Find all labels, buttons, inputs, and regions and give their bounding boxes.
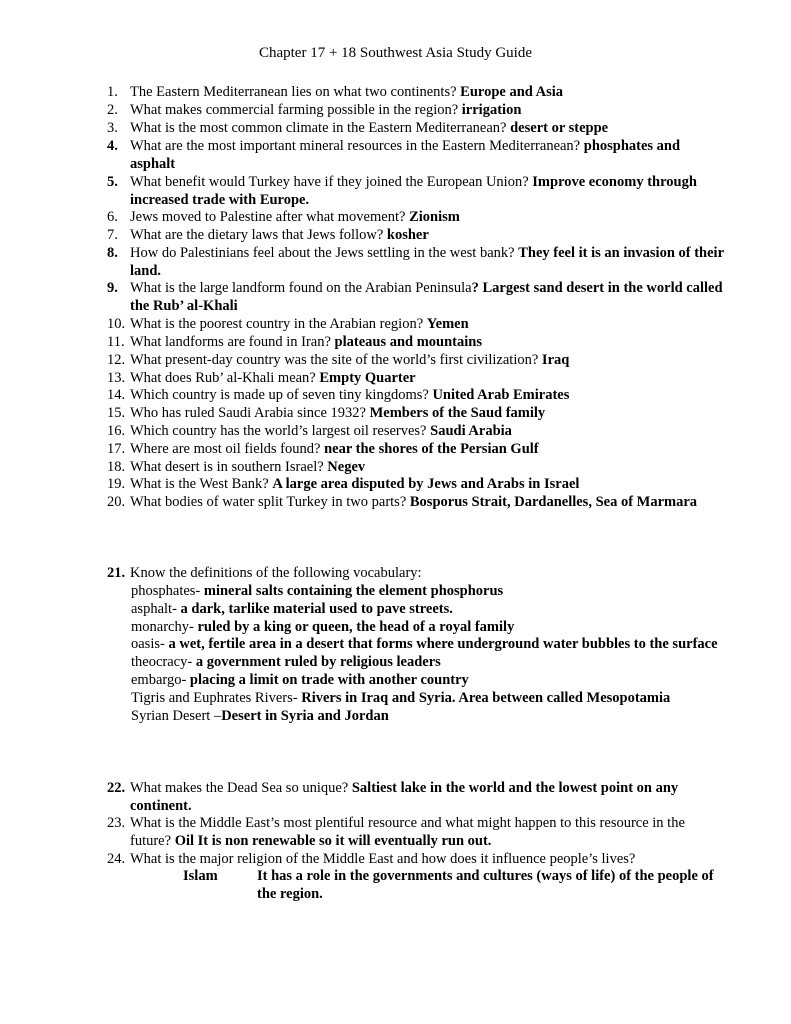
question-text: Know the definitions of the following vocabulary: xyxy=(130,565,422,581)
question-item xyxy=(107,370,727,388)
question-text: What does Rub’ al-Khali mean? xyxy=(130,370,320,386)
vocab-term: phosphates- xyxy=(131,583,204,599)
question-item xyxy=(107,334,727,352)
question-item xyxy=(107,423,727,441)
question-text-block xyxy=(130,815,727,851)
question-number: 12. xyxy=(107,352,126,368)
question-item xyxy=(107,387,727,405)
question-number: 6. xyxy=(107,209,118,225)
question-text: What is the Middle East’s most plentiful resource and what might happen to this resource in the future? xyxy=(130,815,685,849)
question-number: 8. xyxy=(107,245,118,261)
question-item xyxy=(107,102,727,120)
vocab-term: monarchy- xyxy=(131,618,198,635)
question-item xyxy=(107,174,727,210)
question-text: What makes the Dead Sea so unique? xyxy=(130,780,352,796)
question-text-block xyxy=(130,851,727,869)
question-item xyxy=(107,565,727,583)
vocab-term: oasis- xyxy=(131,636,169,653)
question-number: 11. xyxy=(107,334,125,350)
vocabulary-list xyxy=(131,583,731,725)
question-number: 15. xyxy=(107,405,126,421)
question-text-block xyxy=(130,387,727,405)
question-text: What present-day country was the site of the world’s first civilization? xyxy=(130,352,542,368)
question-item xyxy=(107,815,727,851)
question-text-block xyxy=(130,441,727,459)
question-text: Which country has the world’s largest oil reserves? xyxy=(130,423,431,439)
question-item xyxy=(107,138,727,174)
vocab-definition: placing a limit on trade with another country xyxy=(189,671,469,688)
answer-text: Yemen xyxy=(426,316,469,332)
question-text-block xyxy=(130,280,727,316)
answer-text: They feel it is an invasion of their land. xyxy=(130,245,724,279)
answer-24-word: Islam xyxy=(183,868,218,884)
question-item xyxy=(107,405,727,423)
question-text-block xyxy=(130,316,727,334)
answer-text: irrigation xyxy=(461,102,522,118)
question-item xyxy=(107,494,727,512)
question-number: 21. xyxy=(107,565,126,581)
answer-text: kosher xyxy=(386,227,429,243)
question-text-block xyxy=(130,227,727,245)
vocab-item xyxy=(131,583,731,601)
question-text: What are the dietary laws that Jews follow? xyxy=(130,227,387,243)
vocab-item xyxy=(131,708,731,726)
vocab-term: theocracy- xyxy=(131,654,196,671)
question-text-block xyxy=(130,565,727,583)
question-number: 17. xyxy=(107,441,126,457)
question-text: Which country is made up of seven tiny kingdoms? xyxy=(130,387,433,403)
vocab-definition: a government ruled by religious leaders xyxy=(195,654,441,671)
answer-text: plateaus and mountains xyxy=(334,334,482,350)
answer-24-explanation: It has a role in the governments and cultures (ways of life) of the people of the region. xyxy=(257,868,714,902)
answer-text: desert or steppe xyxy=(510,120,609,136)
question-number: 9. xyxy=(107,280,118,296)
question-number: 20. xyxy=(107,494,126,510)
question-item xyxy=(107,780,727,816)
question-text-block xyxy=(130,120,727,138)
answer-text: United Arab Emirates xyxy=(432,387,570,403)
vocab-definition: mineral salts containing the element phosphorus xyxy=(203,583,504,599)
question-item xyxy=(107,227,727,245)
question-item xyxy=(107,84,727,102)
question-item xyxy=(107,851,727,869)
question-text-block xyxy=(130,102,727,120)
answer-text: near the shores of the Persian Gulf xyxy=(324,441,539,457)
vocab-definition: a wet, fertile area in a desert that forms where underground water bubbles to the surface xyxy=(168,636,718,653)
question-text: What benefit would Turkey have if they joined the European Union? xyxy=(130,174,533,190)
question-text-block xyxy=(130,405,727,423)
question-item xyxy=(107,245,727,281)
question-number: 23. xyxy=(107,815,126,831)
question-text-block xyxy=(130,423,727,441)
vocab-term: Tigris and Euphrates Rivers- xyxy=(131,689,302,706)
question-item xyxy=(107,441,727,459)
vocab-definition: ruled by a king or queen, the head of a royal family xyxy=(197,618,515,635)
question-text: What is the most common climate in the Eastern Mediterranean? xyxy=(130,120,511,136)
vocab-definition: Desert in Syria and Jordan xyxy=(221,707,389,724)
question-text-block xyxy=(130,84,727,102)
question-text-block xyxy=(130,476,727,494)
question-text: The Eastern Mediterranean lies on what two continents? xyxy=(130,84,461,100)
vocab-item xyxy=(131,636,731,654)
question-text-block xyxy=(130,494,727,512)
question-text: What is the poorest country in the Arabian region? xyxy=(130,316,427,332)
question-number: 14. xyxy=(107,387,126,403)
answer-text: Zionism xyxy=(409,209,460,225)
question-text: What is the West Bank? xyxy=(130,476,273,492)
vocab-item xyxy=(131,690,731,708)
question-text-block xyxy=(130,370,727,388)
question-number: 5. xyxy=(107,174,118,190)
answer-text: Saltiest lake in the world and the lowest point on any continent. xyxy=(130,780,679,814)
question-number: 2. xyxy=(107,102,118,118)
vocab-item xyxy=(131,654,731,672)
answer-text: Europe and Asia xyxy=(460,84,564,100)
question-text-block xyxy=(130,138,727,174)
vocab-definition: Rivers in Iraq and Syria. Area between called Mesopotamia xyxy=(301,689,671,706)
question-number: 19. xyxy=(107,476,126,492)
vocab-item xyxy=(131,619,731,637)
question-text: Jews moved to Palestine after what movement? xyxy=(130,209,410,225)
answer-text: Iraq xyxy=(541,352,570,368)
question-number: 4. xyxy=(107,138,118,154)
question-number: 24. xyxy=(107,851,126,867)
question-text: How do Palestinians feel about the Jews settling in the west bank? xyxy=(130,245,519,261)
page-title: Chapter 17 + 18 Southwest Asia Study Guide xyxy=(258,45,533,61)
question-text-block xyxy=(130,209,727,227)
question-number: 7. xyxy=(107,227,118,243)
vocab-definition: a dark, tarlike material used to pave streets. xyxy=(180,600,453,617)
question-text: What bodies of water split Turkey in two parts? xyxy=(130,494,410,510)
question-text: What landforms are found in Iran? xyxy=(130,334,335,350)
answer-24 xyxy=(183,868,723,904)
question-text: Who has ruled Saudi Arabia since 1932? xyxy=(130,405,370,421)
question-text-block xyxy=(130,780,727,816)
question-item xyxy=(107,476,727,494)
question-text: What is the large landform found on the Arabian Peninsula xyxy=(130,280,472,296)
question-number: 13. xyxy=(107,370,126,386)
vocab-term: asphalt- xyxy=(131,600,181,617)
question-text-block xyxy=(130,334,727,352)
question-number: 3. xyxy=(107,120,118,136)
answer-text: Empty Quarter xyxy=(319,370,416,386)
vocab-item xyxy=(131,672,731,690)
answer-text: ? Largest sand desert in the world called the Rub’ al-Khali xyxy=(130,280,723,314)
question-item xyxy=(107,459,727,477)
question-number: 10. xyxy=(107,316,126,332)
question-text-block xyxy=(130,174,727,210)
question-item xyxy=(107,280,727,316)
answer-text: Bosporus Strait, Dardanelles, Sea of Marmara xyxy=(409,494,698,510)
answer-text: A large area disputed by Jews and Arabs in Israel xyxy=(272,476,580,492)
question-text: What is the major religion of the Middle East and how does it influence people’s lives? xyxy=(130,851,636,867)
vocab-item xyxy=(131,601,731,619)
answer-text: Saudi Arabia xyxy=(430,423,512,439)
question-number: 22. xyxy=(107,780,126,796)
question-text-block xyxy=(130,245,727,281)
question-item xyxy=(107,316,727,334)
answer-text: Members of the Saud family xyxy=(369,405,546,421)
question-text-block xyxy=(130,352,727,370)
answer-text: Oil It is non renewable so it will eventually run out. xyxy=(174,832,492,849)
question-text: What are the most important mineral resources in the Eastern Mediterranean? xyxy=(130,138,584,154)
answer-text: Improve economy through increased trade with Europe. xyxy=(130,174,697,208)
question-number: 1. xyxy=(107,84,118,100)
vocab-term: embargo- xyxy=(131,671,190,688)
answer-text: phosphates and asphalt xyxy=(130,138,681,172)
question-item xyxy=(107,120,727,138)
question-text-block xyxy=(130,459,727,477)
question-number: 18. xyxy=(107,459,126,475)
question-item xyxy=(107,209,727,227)
question-number: 16. xyxy=(107,423,126,439)
answer-text: Negev xyxy=(327,459,366,475)
question-text: What makes commercial farming possible in the region? xyxy=(130,102,462,118)
vocab-term: Syrian Desert – xyxy=(131,707,222,724)
question-text: What desert is in southern Israel? xyxy=(130,459,328,475)
question-text: Where are most oil fields found? xyxy=(130,441,325,457)
question-item xyxy=(107,352,727,370)
